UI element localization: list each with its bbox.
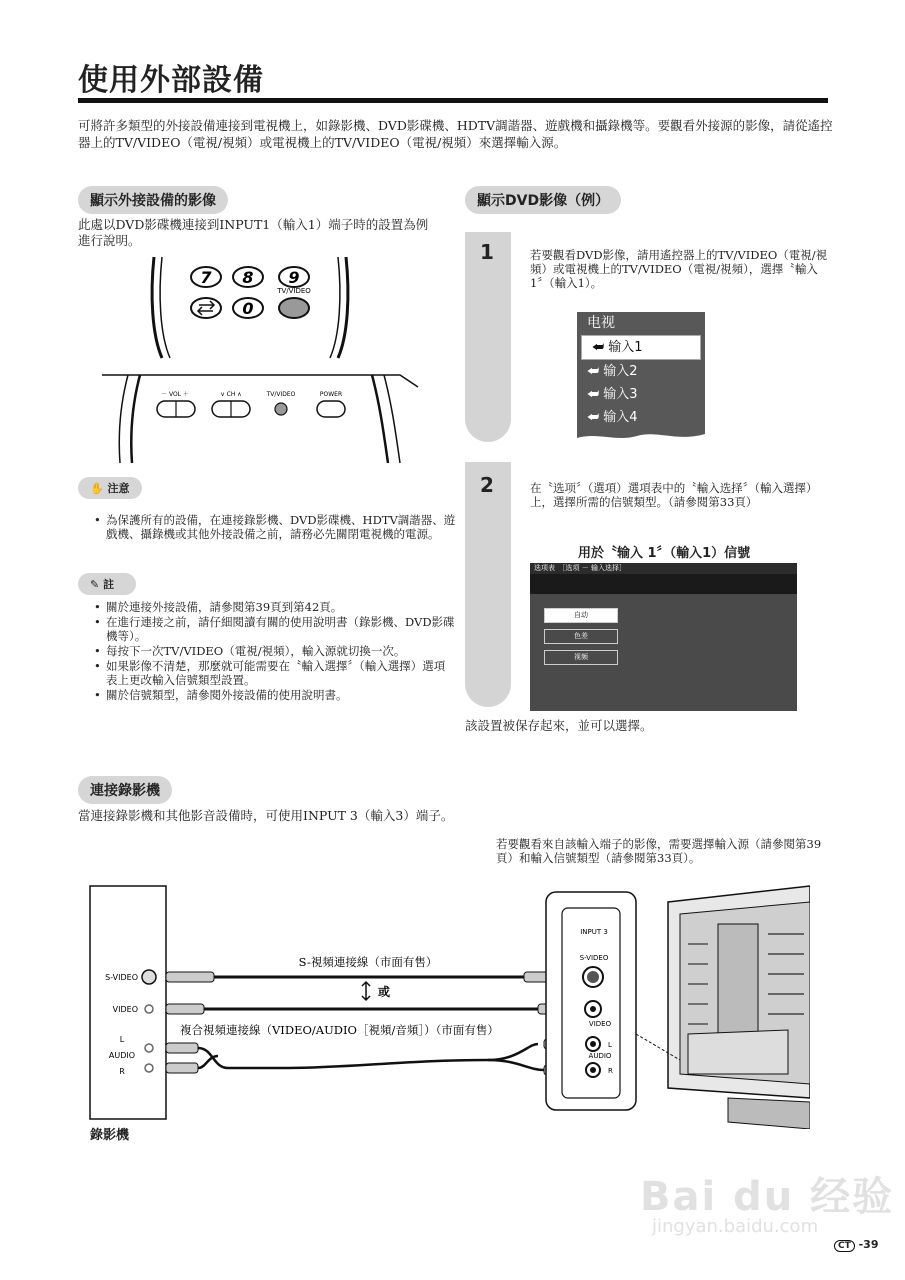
page-number-value: -39	[858, 1238, 879, 1251]
list-item: • 關於信號類型，請參閱外接設備的使用說明書。	[106, 688, 456, 702]
page-number	[834, 1238, 878, 1251]
menu-item-input3[interactable]	[577, 383, 705, 406]
option-component[interactable]: 色差	[544, 629, 618, 644]
watermark-url: jingyan.baidu.com	[652, 1216, 819, 1237]
tv-video-label: VIDEO	[588, 1020, 612, 1028]
step2-number: 2	[480, 473, 494, 497]
caution-badge	[78, 477, 142, 499]
screen-header: 选项表 ［选项 － 输入选择］	[530, 563, 797, 574]
vcr-device	[90, 886, 166, 1119]
display-desc: 此處以DVD影碟機連接到INPUT1（輸入1）端子時的設置為例進行說明。	[78, 217, 429, 248]
tv-l-label: L	[608, 1041, 612, 1049]
language-badge: CT	[834, 1240, 855, 1252]
screen-band	[530, 574, 797, 594]
menu-item-input2[interactable]	[577, 360, 705, 383]
vcr-note: 若要觀看來自該輸入端子的影像，需要選擇輸入源（請參閱第39頁）和輸入信號類型（請參閱第33頁）。	[496, 837, 822, 865]
menu-item-label: 输入4	[603, 410, 638, 425]
section-heading-display: 顯示外接設備的影像	[78, 186, 228, 214]
tv-back-illustration	[636, 886, 810, 1129]
menu-item-label: 输入3	[603, 387, 638, 402]
step2-text: 在〝选项〞（選項）選項表中的〝輸入选择〞（輸入選擇）上，選擇所需的信號類型。（請參閱第33頁）	[530, 481, 818, 509]
panel-vol-label: － VOL ＋	[161, 391, 189, 398]
or-label: 或	[378, 985, 391, 999]
input-menu	[577, 312, 705, 430]
step1-number: 1	[480, 240, 494, 264]
remote-key-0: 0	[242, 299, 254, 318]
remote-tvvideo-label: TV/VIDEO	[277, 287, 311, 295]
tv-input-label: INPUT 3	[580, 928, 608, 936]
pencil-icon: ✎	[90, 578, 100, 591]
hand-icon: ✋	[90, 482, 104, 495]
list-item: • 如果影像不清楚，那麼就可能需要在〝輸入選擇〞（輸入選擇）選項表上更改輸入信號類型設置。	[106, 659, 456, 687]
note-label: 註	[103, 578, 115, 591]
composite-cable-label: 複合視頻連接線（VIDEO/AUDIO［視頻/音頻］）（市面有售）	[180, 1023, 499, 1037]
vcr-r-label: R	[119, 1067, 125, 1076]
remote-illustration	[140, 255, 360, 360]
connection-diagram	[88, 884, 810, 1129]
tv-svideo-label: S-VIDEO	[579, 954, 609, 962]
caution-list	[92, 513, 456, 542]
panel-tvvideo-label: TV/VIDEO	[266, 391, 296, 398]
list-item: • 在進行連接之前，請仔細閱讀有關的使用說明書（錄影機、DVD影碟機等）。	[106, 615, 456, 643]
tv-r-label: R	[608, 1067, 613, 1075]
title-rule	[78, 98, 828, 103]
audio-cable	[166, 1039, 576, 1075]
tv-panel-illustration	[100, 365, 420, 465]
list-item: • 關於連接外接設備，請參閱第39頁到第42頁。	[106, 600, 456, 614]
saved-text: 該設置被保存起來，並可以選擇。	[465, 718, 653, 733]
input-icon: ⮨	[587, 410, 604, 425]
list-item: • 為保護所有的設備，在連接錄影機、DVD影碟機、HDTV調諧器、遊戲機、攝錄機或其他外接設備之前，請務必先關閉電視機的電源。	[106, 513, 456, 541]
panel-ch-label: ∨ CH ∧	[220, 391, 242, 398]
menu-title: 电视	[587, 315, 615, 331]
option-video[interactable]: 视频	[544, 650, 618, 665]
watermark-brand: Bai du 经验	[640, 1174, 895, 1220]
option-screen	[530, 563, 797, 711]
step2-bar	[465, 462, 511, 707]
caution-label: 注意	[107, 482, 130, 495]
svideo-cable	[166, 955, 572, 982]
screen-caption: 用於〝输入 1〞（輸入1）信號	[578, 546, 751, 561]
vcr-desc: 當連接錄影機和其他影音設備時，可使用INPUT 3（輸入3）端子。	[78, 808, 454, 823]
panel-power-label: POWER	[319, 391, 343, 398]
page-title: 使用外部設備	[78, 63, 264, 98]
or-marker	[362, 982, 390, 1000]
vcr-l-label: L	[119, 1035, 125, 1044]
note-list	[92, 600, 456, 703]
input-icon: ⮨	[587, 387, 604, 402]
vcr-svideo-label: S-VIDEO	[105, 973, 138, 982]
section-heading-dvd: 顯示DVD影像（例）	[465, 186, 621, 214]
tv-input-panel	[546, 892, 636, 1110]
section-heading-vcr: 連接錄影機	[78, 776, 172, 804]
menu-item-label: 输入1	[608, 340, 643, 355]
tv-audio-label: AUDIO	[588, 1052, 612, 1060]
menu-item-input4[interactable]	[577, 406, 705, 429]
remote-key-7: 7	[200, 268, 212, 287]
menu-item-input1[interactable]	[581, 335, 701, 360]
menu-item-label: 输入2	[603, 364, 638, 379]
input-icon: ⮨	[587, 364, 604, 379]
remote-key-8: 8	[242, 268, 254, 287]
remote-key-9: 9	[288, 268, 300, 287]
vcr-caption: 錄影機	[90, 1128, 130, 1143]
input-icon: ⮨	[592, 340, 609, 355]
svideo-cable-label: S-視頻連接線（市面有售）	[298, 955, 438, 969]
intro-text: 可將許多類型的外接設備連接到電視機上，如錄影機、DVD影碟機、HDTV調諧器、遊戲機和攝錄機等。要觀看外接源的影像，請從遙控器上的TV/VIDEO（電視/視頻）或電視機上的TV/VIDEO（電視/視頻）來選擇輸入源。	[78, 118, 833, 150]
option-auto[interactable]: 自动	[544, 608, 618, 623]
video-cable	[166, 1004, 576, 1014]
note-badge	[78, 573, 136, 595]
vcr-audio-label: AUDIO	[108, 1051, 136, 1060]
list-item: • 每按下一次TV/VIDEO（電視/視頻），輸入源就切換一次。	[106, 644, 456, 658]
step1-text: 若要觀看DVD影像，請用遙控器上的TV/VIDEO（電視/視頻）或電視機上的TV/VIDEO（電視/視頻），選擇〝輸入 1〞（輸入1）。	[530, 248, 828, 290]
menu-torn-edge	[577, 428, 705, 442]
vcr-video-label: VIDEO	[112, 1005, 138, 1014]
